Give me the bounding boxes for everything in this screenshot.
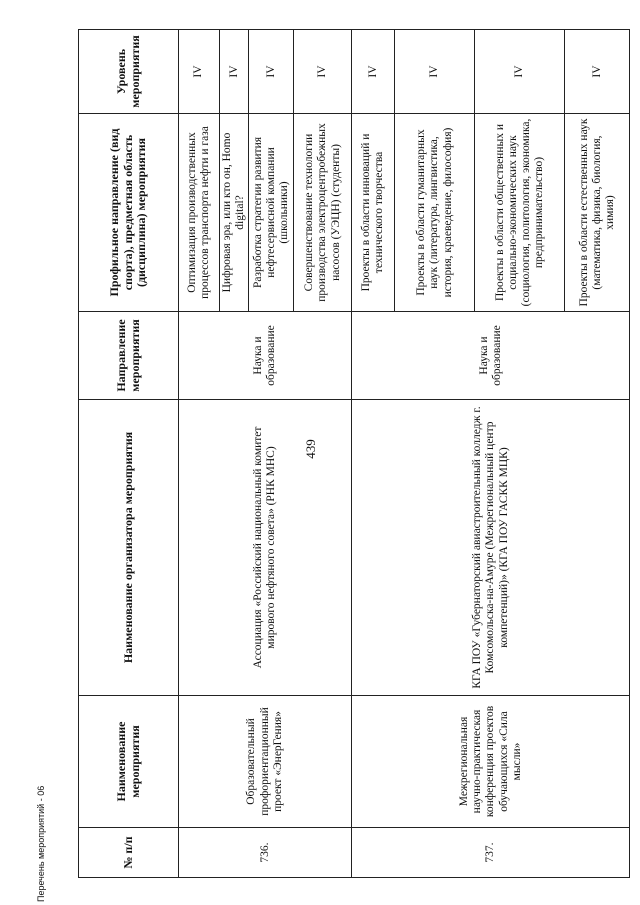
row-organizer: Ассоциация «Российский национальный комитет мирового нефтяного совета» (РНК МНС) [179,400,352,696]
events-table [78,29,630,878]
row-level: IV [565,30,630,114]
row-profile: Оптимизация производственных процессов транспорта нефти и газа [179,114,220,312]
row-direction: Наука и образование [352,312,630,400]
row-num: 737. [352,828,630,878]
page-number: 439 [303,439,318,459]
row-level: IV [179,30,220,114]
header-direction: Направление мероприятия [79,312,179,400]
table-header-row [79,30,179,878]
header-num: № п/п [79,828,179,878]
row-event-name: Образовательный профориентационный проект «ЭнерГения» [179,696,352,828]
row-direction: Наука и образование [179,312,352,400]
row-event-name: Межрегиональная научно-практическая конференция проектов обучающихся «Сила мысли» [352,696,630,828]
row-level: IV [220,30,249,114]
row-num: 736. [179,828,352,878]
footer-note: Перечень мероприятий - 06 [36,785,46,902]
row-level: IV [475,30,565,114]
row-level: IV [294,30,352,114]
row-profile: Проекты в области гуманитарных наук (литература, лингвистика, история, краеведение, философия) [395,114,475,312]
row-profile: Цифровая эра, или кто он, Homo digital? [220,114,249,312]
row-profile: Совершенствование технологии производства электроцентробежных насосов (УЭЦН) (студенты) [294,114,352,312]
header-event-name: Наименование мероприятия [79,696,179,828]
row-organizer: КГА ПОУ «Губернаторский авиастроительный колледж г. Комсомольска-на-Амуре (Межрегиональный центр компетенций)» (КГА ПОУ ГАСКК МЦК) [352,400,630,696]
header-profile: Профильное направление (вид спорта), предметная область (дисциплина) мероприятия [79,114,179,312]
row-level: IV [249,30,294,114]
header-level: Уровень мероприятия [79,30,179,114]
row-profile: Разработка стратегии развития нефтесервисной компании (школьники) [249,114,294,312]
header-organizer: Наименование организатора мероприятия [79,400,179,696]
row-profile: Проекты в области общественных и социально-экономических наук (социология, политология, экономика, предпринимательство) [475,114,565,312]
row-profile: Проекты в области инноваций и технического творчества [352,114,395,312]
table-row [179,30,220,878]
row-profile: Проекты в области естественных наук (математика, физика, биология, химия) [565,114,630,312]
row-level: IV [395,30,475,114]
table-row [352,30,395,878]
row-level: IV [352,30,395,114]
events-table-wrapper [78,30,628,878]
